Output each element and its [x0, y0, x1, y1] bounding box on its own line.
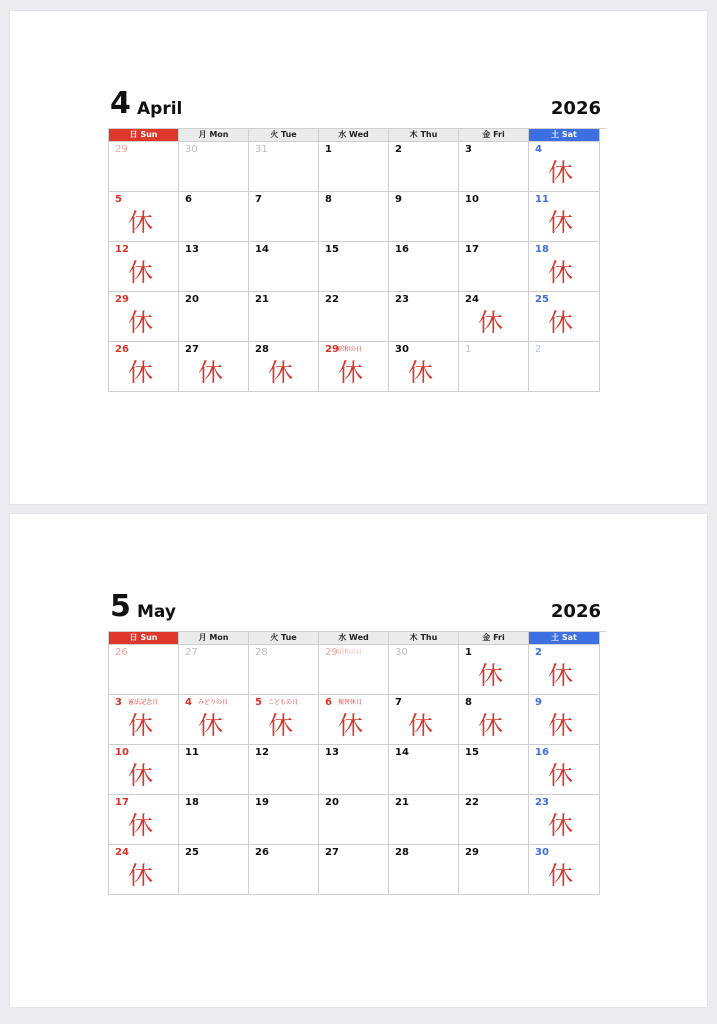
day-number: 21 [395, 797, 409, 808]
day-off-mark: 休 [338, 358, 364, 387]
day-off-mark: 休 [548, 861, 574, 890]
day-number: 23 [395, 294, 409, 305]
day-number: 30 [395, 647, 408, 658]
day-cell[interactable] [319, 292, 389, 342]
day-number: 2 [535, 647, 542, 658]
day-cell[interactable] [179, 645, 249, 695]
day-number: 4 [185, 697, 192, 708]
day-off-mark: 休 [548, 158, 574, 187]
day-off-mark: 休 [198, 358, 224, 387]
day-cell[interactable] [459, 795, 529, 845]
day-number: 24 [115, 847, 129, 858]
day-cell[interactable] [179, 745, 249, 795]
calendar-page-may [10, 514, 707, 1007]
weekday-header: 日 Sun [109, 632, 179, 645]
day-off-mark: 休 [128, 761, 154, 790]
day-number: 24 [465, 294, 479, 305]
day-cell[interactable] [389, 845, 459, 895]
day-cell[interactable] [179, 142, 249, 192]
day-number: 19 [255, 797, 269, 808]
day-cell[interactable] [389, 695, 459, 745]
day-cell[interactable] [529, 645, 600, 695]
week-row [109, 795, 606, 845]
day-off-mark: 休 [478, 308, 504, 337]
day-cell[interactable] [459, 695, 529, 745]
weekday-header-row [109, 632, 606, 645]
day-cell[interactable] [179, 795, 249, 845]
day-cell[interactable] [529, 342, 600, 392]
day-cell[interactable] [109, 745, 179, 795]
day-cell[interactable] [249, 242, 319, 292]
day-number: 9 [535, 697, 542, 708]
day-number: 10 [115, 747, 129, 758]
day-number: 9 [395, 194, 402, 205]
day-cell[interactable] [459, 242, 529, 292]
day-number: 1 [465, 344, 472, 355]
day-number: 29 [115, 294, 129, 305]
week-row [109, 645, 606, 695]
day-number: 5 [255, 697, 262, 708]
day-number: 1 [325, 144, 332, 155]
week-row [109, 192, 606, 242]
weekday-header: 月 Mon [179, 632, 249, 645]
day-cell[interactable] [109, 795, 179, 845]
day-number: 11 [185, 747, 199, 758]
day-cell[interactable] [529, 795, 600, 845]
day-off-mark: 休 [548, 811, 574, 840]
week-row [109, 342, 606, 392]
day-off-mark: 休 [128, 358, 154, 387]
day-number: 8 [465, 697, 472, 708]
day-cell[interactable] [319, 745, 389, 795]
day-number: 22 [325, 294, 339, 305]
day-number: 6 [325, 697, 332, 708]
month-number: 5 [110, 589, 131, 624]
day-off-mark: 休 [408, 358, 434, 387]
day-cell[interactable] [249, 845, 319, 895]
weekday-header: 日 Sun [109, 129, 179, 142]
day-cell[interactable] [179, 242, 249, 292]
day-cell[interactable] [389, 745, 459, 795]
day-off-mark: 休 [128, 861, 154, 890]
day-cell[interactable] [529, 242, 600, 292]
day-cell[interactable] [529, 292, 600, 342]
calendar-grid [108, 631, 606, 895]
day-number: 16 [395, 244, 409, 255]
day-number: 10 [465, 194, 479, 205]
weekday-header-row [109, 129, 606, 142]
day-cell[interactable] [389, 142, 459, 192]
day-number: 29 [465, 847, 479, 858]
weekday-header: 木 Thu [389, 632, 459, 645]
day-cell[interactable] [109, 142, 179, 192]
day-cell[interactable] [459, 342, 529, 392]
day-number: 30 [395, 344, 409, 355]
holiday-name: 振替休日 [338, 699, 363, 706]
month-name: May [137, 602, 176, 622]
day-number: 29 [325, 344, 339, 355]
day-number: 18 [535, 244, 549, 255]
weekday-header: 金 Fri [459, 632, 529, 645]
day-off-mark: 休 [268, 358, 294, 387]
day-cell[interactable] [109, 242, 179, 292]
day-off-mark: 休 [548, 711, 574, 740]
day-number: 31 [255, 144, 268, 155]
calendar-page-april [10, 11, 707, 504]
day-cell[interactable] [179, 292, 249, 342]
month-number: 4 [110, 86, 131, 121]
day-cell[interactable] [389, 242, 459, 292]
month-name: April [137, 99, 183, 119]
day-off-mark: 休 [268, 711, 294, 740]
day-off-mark: 休 [128, 711, 154, 740]
day-number: 6 [185, 194, 192, 205]
day-off-mark: 休 [478, 661, 504, 690]
day-cell[interactable] [529, 745, 600, 795]
day-cell[interactable] [249, 142, 319, 192]
day-cell[interactable] [529, 192, 600, 242]
day-number: 14 [255, 244, 269, 255]
day-number: 3 [465, 144, 472, 155]
day-number: 30 [535, 847, 549, 858]
day-cell[interactable] [389, 292, 459, 342]
day-cell[interactable] [459, 292, 529, 342]
day-number: 5 [115, 194, 122, 205]
week-row [109, 845, 606, 895]
weekday-header: 火 Tue [249, 129, 319, 142]
year-label: 2026 [550, 601, 601, 622]
holiday-name: こどもの日 [268, 699, 299, 706]
day-cell[interactable] [459, 142, 529, 192]
day-cell[interactable] [109, 695, 179, 745]
day-number: 26 [115, 647, 128, 658]
day-off-mark: 休 [548, 761, 574, 790]
month-header [108, 590, 605, 622]
day-off-mark: 休 [128, 258, 154, 287]
holiday-name: みどりの日 [198, 699, 229, 706]
day-cell[interactable] [319, 795, 389, 845]
day-number: 2 [535, 344, 542, 355]
day-number: 27 [325, 847, 339, 858]
day-cell[interactable] [179, 695, 249, 745]
day-number: 23 [535, 797, 549, 808]
day-number: 17 [465, 244, 479, 255]
day-number: 4 [535, 144, 542, 155]
day-number: 26 [115, 344, 129, 355]
day-number: 22 [465, 797, 479, 808]
day-number: 17 [115, 797, 129, 808]
day-number: 29 [115, 144, 128, 155]
day-off-mark: 休 [408, 711, 434, 740]
week-row [109, 695, 606, 745]
day-cell[interactable] [319, 142, 389, 192]
week-row [109, 142, 606, 192]
week-row [109, 242, 606, 292]
day-cell[interactable] [109, 342, 179, 392]
day-cell[interactable] [529, 845, 600, 895]
day-cell[interactable] [389, 645, 459, 695]
day-cell[interactable] [109, 292, 179, 342]
week-row [109, 745, 606, 795]
day-cell[interactable] [249, 745, 319, 795]
day-off-mark: 休 [548, 208, 574, 237]
day-number: 25 [185, 847, 199, 858]
day-number: 16 [535, 747, 549, 758]
day-number: 20 [185, 294, 199, 305]
day-cell[interactable] [249, 192, 319, 242]
day-off-mark: 休 [548, 258, 574, 287]
day-cell[interactable] [319, 695, 389, 745]
week-row [109, 292, 606, 342]
day-cell[interactable] [249, 795, 319, 845]
holiday-name: 昭和の日 [338, 649, 363, 656]
day-cell[interactable] [179, 845, 249, 895]
day-number: 15 [325, 244, 339, 255]
weekday-header: 木 Thu [389, 129, 459, 142]
weekday-header: 水 Wed [319, 129, 389, 142]
day-number: 15 [465, 747, 479, 758]
day-number: 7 [395, 697, 402, 708]
day-number: 7 [255, 194, 262, 205]
day-number: 30 [185, 144, 198, 155]
day-cell[interactable] [459, 745, 529, 795]
weekday-header: 土 Sat [529, 632, 600, 645]
day-cell[interactable] [389, 192, 459, 242]
day-number: 25 [535, 294, 549, 305]
day-cell[interactable] [459, 192, 529, 242]
day-cell[interactable] [319, 342, 389, 392]
day-number: 2 [395, 144, 402, 155]
day-number: 13 [325, 747, 339, 758]
day-number: 12 [255, 747, 269, 758]
day-cell[interactable] [249, 342, 319, 392]
day-off-mark: 休 [478, 711, 504, 740]
day-number: 28 [395, 847, 409, 858]
weekday-header: 土 Sat [529, 129, 600, 142]
day-cell[interactable] [529, 142, 600, 192]
calendar-grid [108, 128, 606, 392]
day-cell[interactable] [249, 292, 319, 342]
day-cell[interactable] [319, 242, 389, 292]
day-number: 20 [325, 797, 339, 808]
day-number: 3 [115, 697, 122, 708]
day-number: 14 [395, 747, 409, 758]
day-cell[interactable] [109, 645, 179, 695]
day-cell[interactable] [529, 695, 600, 745]
day-number: 12 [115, 244, 129, 255]
day-number: 27 [185, 647, 198, 658]
day-number: 13 [185, 244, 199, 255]
day-off-mark: 休 [548, 661, 574, 690]
day-number: 26 [255, 847, 269, 858]
day-off-mark: 休 [338, 711, 364, 740]
day-off-mark: 休 [128, 308, 154, 337]
day-cell[interactable] [319, 645, 389, 695]
day-cell[interactable] [459, 845, 529, 895]
day-cell[interactable] [319, 845, 389, 895]
holiday-name: 昭和の日 [338, 346, 363, 353]
day-number: 1 [465, 647, 472, 658]
month-header [108, 87, 605, 119]
day-number: 11 [535, 194, 549, 205]
day-cell[interactable] [319, 192, 389, 242]
day-number: 18 [185, 797, 199, 808]
weekday-header: 水 Wed [319, 632, 389, 645]
day-off-mark: 休 [548, 308, 574, 337]
weekday-header: 火 Tue [249, 632, 319, 645]
day-cell[interactable] [109, 845, 179, 895]
day-cell[interactable] [249, 695, 319, 745]
day-number: 28 [255, 647, 268, 658]
day-off-mark: 休 [198, 711, 224, 740]
day-number: 28 [255, 344, 269, 355]
day-cell[interactable] [179, 192, 249, 242]
day-number: 29 [325, 647, 338, 658]
day-cell[interactable] [389, 342, 459, 392]
weekday-header: 月 Mon [179, 129, 249, 142]
day-cell[interactable] [249, 645, 319, 695]
day-cell[interactable] [389, 795, 459, 845]
day-cell[interactable] [109, 192, 179, 242]
day-cell[interactable] [179, 342, 249, 392]
day-cell[interactable] [459, 645, 529, 695]
year-label: 2026 [550, 98, 601, 119]
day-off-mark: 休 [128, 811, 154, 840]
day-number: 27 [185, 344, 199, 355]
day-off-mark: 休 [128, 208, 154, 237]
day-number: 21 [255, 294, 269, 305]
day-number: 8 [325, 194, 332, 205]
holiday-name: 憲法記念日 [128, 699, 159, 706]
weekday-header: 金 Fri [459, 129, 529, 142]
